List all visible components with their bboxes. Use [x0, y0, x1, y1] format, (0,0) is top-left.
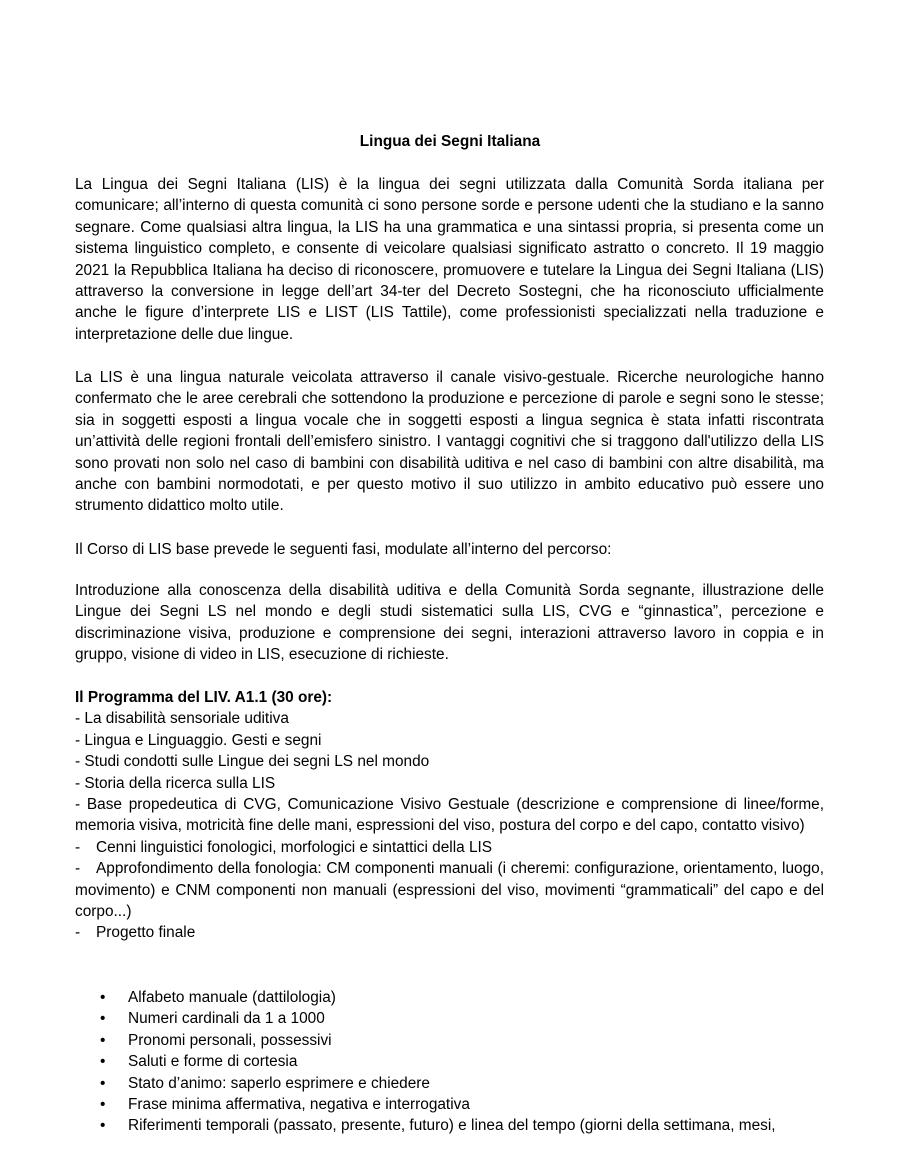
programme-item: - Studi condotti sulle Lingue dei segni LS nel mondo — [75, 753, 430, 771]
list-item-text: Riferimenti temporali (passato, presente, futuro) e linea del tempo (giorni della settimana, mesi, — [128, 1117, 776, 1135]
list-item — [100, 1008, 840, 1029]
list-item-text: Saluti e forme di cortesia — [128, 1053, 298, 1071]
programme-item — [75, 922, 824, 943]
paragraph-lis-natural: La LIS è una lingua naturale veicolata attraverso il canale visivo-gestuale. Ricerche neurologiche hanno confermato che le aree cerebrali che sottendono la produzione e percezione di parole e segni sono le stesse; sia in soggetti esposti a lingua vocale che in soggetti esposti a lingua segnica è stata infatti riscontrata un’attività delle regioni frontali dell’emisfero sinistro. I vantaggi cognitivi che si traggono dall'utilizzo della LIS sono provati non solo nel caso di bambini con disabilità uditiva e nel caso di bambini con altre disabilità, ma anche con bambini normodotati, e per questo motivo il suo utilizzo in ambito educativo può essere uno strumento didattico molto utile. — [75, 369, 824, 515]
list-item-text: Pronomi personali, possessivi — [128, 1031, 332, 1049]
programme-item: - Lingua e Linguaggio. Gesti e segni — [75, 731, 322, 749]
programme-item-text: Progetto finale — [96, 924, 196, 942]
bullet-icon: • — [100, 1031, 106, 1049]
list-item — [100, 1115, 840, 1136]
list-item-text: Numeri cardinali da 1 a 1000 — [128, 1010, 325, 1028]
list-item — [100, 1073, 840, 1094]
list-item — [100, 1051, 840, 1072]
list-item-text: Stato d’animo: saperlo esprimere e chiedere — [128, 1074, 430, 1092]
programme-item — [75, 858, 824, 922]
topics-bullet-list — [100, 987, 840, 1137]
document-title: Lingua dei Segni Italiana — [359, 133, 541, 150]
programme-item: - Storia della ricerca sulla LIS — [75, 774, 276, 792]
programme-item-text: Approfondimento della fonologia: CM componenti manuali (i cheremi: configurazione, orientamento, luogo, movimento) e CNM componenti non manuali (espressioni del viso, movimenti “grammaticali” del capo e del corpo...) — [75, 860, 824, 921]
list-item — [100, 1030, 840, 1051]
paragraph-introduction: Introduzione alla conoscenza della disabilità uditiva e della Comunità Sorda segnante, illustrazione delle Lingue dei Segni LS nel mondo e degli studi sistematici sulla LIS, CVG e “ginnastica”, percezione e discriminazione visiva, produzione e comprensione dei segni, interazioni attraverso lavoro in coppia e in gruppo, visione di video in LIS, esecuzione di richieste. — [75, 582, 824, 664]
dash-marker: - — [75, 924, 81, 942]
programme-section — [75, 687, 824, 944]
list-item-text: Alfabeto manuale (dattilologia) — [128, 989, 336, 1006]
bullet-icon: • — [100, 1010, 106, 1028]
bullet-icon: • — [100, 989, 106, 1006]
dash-marker: - — [75, 860, 81, 878]
programme-item: - La disabilità sensoriale uditiva — [75, 710, 289, 728]
paragraph-course-phases: Il Corso di LIS base prevede le seguenti fasi, modulate all’interno del percorso: — [75, 541, 612, 558]
list-item-text: Frase minima affermativa, negativa e interrogativa — [128, 1096, 470, 1114]
programme-item: - Base propedeutica di CVG, Comunicazione Visivo Gestuale (descrizione e comprensione di linee/forme, memoria visiva, motricità fine delle mani, espressioni del viso, postura del corpo e del capo, contatto visivo) — [75, 796, 824, 835]
bullet-icon: • — [100, 1074, 106, 1092]
dash-marker: - — [75, 838, 81, 856]
list-item — [100, 987, 840, 1008]
bullet-icon: • — [100, 1117, 106, 1135]
programme-heading: Il Programma del LIV. A1.1 (30 ore): — [75, 689, 333, 706]
bullet-icon: • — [100, 1053, 106, 1071]
programme-item-text: Cenni linguistici fonologici, morfologici e sintattici della LIS — [96, 838, 493, 856]
paragraph-intro: La Lingua dei Segni Italiana (LIS) è la lingua dei segni utilizzata dalla Comunità Sorda italiana per comunicare; all’interno di questa comunità ci sono persone sorde e persone udenti che la studiano e la sanno segnare. Come qualsiasi altra lingua, la LIS ha una grammatica e una sintassi propria, si presenta come un sistema linguistico completo, e consente di veicolare qualsiasi significato astratto o concreto. Il 19 maggio 2021 la Repubblica Italiana ha deciso di riconoscere, promuovere e tutelare la Lingua dei Segni Italiana (LIS) attraverso la conversione in legge dell’art 34-ter del Decreto Sostegni, che ha riconosciuto ufficialmente anche le figure d’interprete LIS e LIST (LIS Tattile), come professionisti specializzati nella traduzione e interpretazione delle due lingue. — [75, 176, 824, 343]
programme-item — [75, 837, 824, 858]
bullet-icon: • — [100, 1096, 106, 1114]
list-item — [100, 1094, 840, 1115]
